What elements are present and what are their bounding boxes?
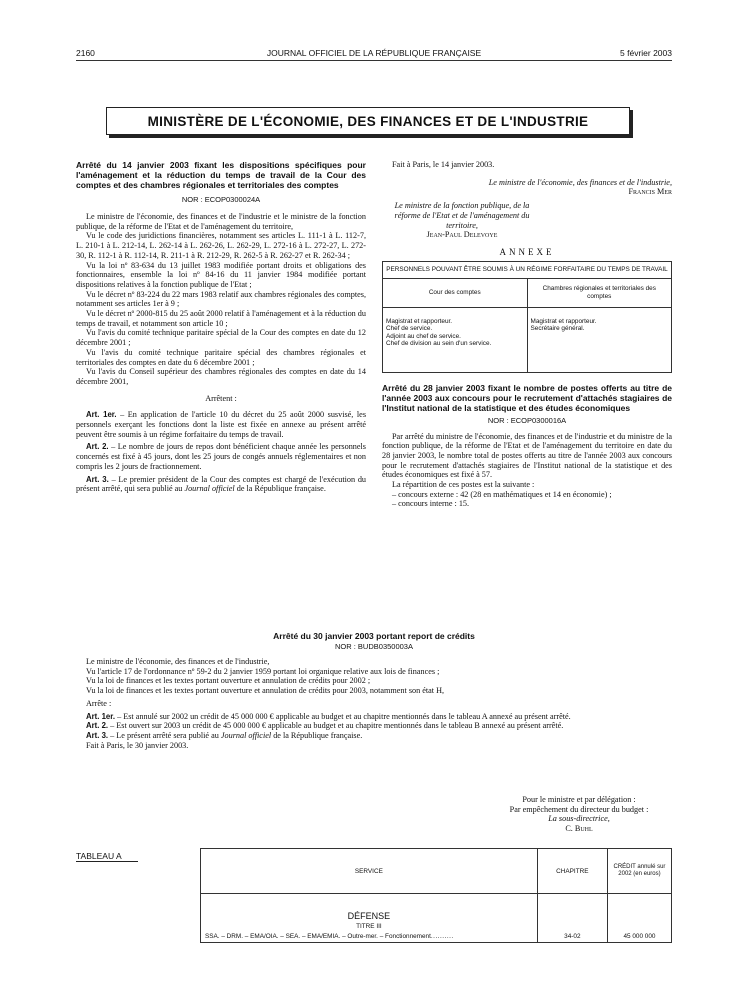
- visa-paragraph: Vu le code des juridictions financières, notamment ses articles L. 111-1 à L. 112-7, L. 210-1 à L. 212-14, L. 262-14 à L. 262-26, L. 262-29, L. 272-16 à L. 272-27, L. 272-30, R. 112-1 à R. 112-14, R. 211-1 à R. 212-29, R. 262-5 à R. 262-27 et R. 262-34 ;: [76, 231, 366, 260]
- col-chapitre: CHAPITRE: [537, 849, 607, 894]
- arrete1-title: Arrêté du 14 janvier 2003 fixant les dispositions spécifiques pour l'aménagement et la réduction du temps de travail de la Cour des comptes et des chambres régionales et territoriales des comptes: [76, 160, 366, 190]
- titre: TITRE III: [356, 923, 382, 930]
- paragraph: La répartition de ces postes est la suivante :: [392, 480, 535, 490]
- ministry-banner: [106, 107, 630, 135]
- tableau-a-label: TABLEAU A: [76, 851, 138, 862]
- arrete: Arrête :: [86, 698, 112, 708]
- article: [76, 731, 672, 741]
- issue-date: 5 février 2003: [620, 48, 672, 58]
- article-text: – Est annulé sur 2002 un crédit de 45 000 000 € applicable au budget et au chapitre mentionnés dans le tableau A annexé au présent arrêté.: [117, 711, 571, 721]
- right-column: [382, 160, 672, 509]
- visa-paragraph: Vu l'article 17 de l'ordonnance nº 59-2 du 2 janvier 1959 portant loi organique relative aux lois de finances ;: [86, 666, 440, 676]
- list-item: Magistrat et rapporteur.: [530, 317, 597, 325]
- annexe-title: ANNEXE: [499, 246, 555, 257]
- arrete3-signature: [486, 795, 672, 834]
- col-credit: CRÉDIT annulé sur 2002 (en euros): [607, 849, 671, 894]
- arrete3-body: [76, 657, 672, 750]
- signature-line: Par empêchement du directeur du budget :: [509, 804, 649, 814]
- journal-name: Journal officiel: [184, 484, 235, 494]
- article: [76, 721, 672, 731]
- article-number: Art. 3.: [86, 730, 109, 740]
- tableau-a: [200, 848, 672, 943]
- article-text: – Le premier président de la Cour des comptes est chargé de l'exécution du présent arrêté, qui sera publié au: [76, 474, 367, 494]
- list-item: Magistrat et rapporteur.: [386, 317, 453, 325]
- visa-paragraph: Le ministre de l'économie, des finances et de l'industrie,: [86, 657, 270, 666]
- visa-paragraph: Le ministre de l'économie, des finances et de l'industrie et le ministre de la fonction publique, de la réforme de l'Etat et de l'aménagement du territoire,: [76, 212, 366, 231]
- article-text: – Est ouvert sur 2003 un crédit de 45 000 000 € applicable au budget et au chapitre mentionnés dans le tableau B annexé au présent arrêté.: [110, 721, 564, 731]
- article-number: Art. 1er.: [86, 410, 117, 420]
- arrete3-title: Arrêté du 30 janvier 2003 portant report de crédits: [273, 631, 475, 641]
- article-number: Art. 2.: [86, 442, 109, 452]
- chapitre-cell: 34-02: [537, 894, 607, 943]
- annexe-table: [382, 261, 672, 373]
- signatory-title: Le ministre de l'économie, des finances et de l'industrie,: [488, 177, 672, 187]
- annexe-list-chambres: [527, 307, 672, 372]
- service-cell: [201, 894, 538, 943]
- list-item: Chef de service.: [386, 325, 433, 333]
- page-number: 2160: [76, 48, 95, 58]
- article-text: – Le nombre de jours de repos dont bénéficient chaque année les personnels concernés est fixé à 45 jours, dont les 25 jours de congés annuels réglementaires et non compris les 2 jours de fractionnement.: [76, 442, 366, 471]
- article-text: – En application de l'article 10 du décret du 25 août 2000 susvisé, les personnels exerçant les fonctions dont la liste est fixée en annexe au présent arrêté peuvent être soumis à un régime forfaitaire du temps de travail.: [76, 410, 367, 439]
- list-item: – concours interne : 15.: [392, 499, 470, 509]
- header-rule: [76, 60, 672, 61]
- signatory-name: Francis Mer: [628, 187, 672, 197]
- article: [76, 712, 672, 722]
- list-item: Adjoint au chef de service.: [386, 332, 461, 340]
- signatory-name: Jean-Paul Delevoye: [426, 230, 498, 240]
- article-text-tail: de la République française.: [271, 730, 363, 740]
- annexe-list-cour: [383, 307, 528, 372]
- left-column: [76, 160, 366, 494]
- arrete1-visas: [76, 212, 366, 494]
- arrete3-nor: NOR : BUDB0350003A: [335, 642, 413, 651]
- visa-paragraph: Vu l'avis du comité technique paritaire spécial de la Cour des comptes en date du 12 décembre 2001 ;: [76, 328, 366, 348]
- arrete2-title: Arrêté du 28 janvier 2003 fixant le nombre de postes offerts au titre de l'année 2003 aux concours pour le recrutement d'attachés stagiaires de l'Institut national de la statistique et des études économiques: [382, 382, 672, 413]
- annexe-header: PERSONNELS POUVANT ÊTRE SOUMIS À UN RÉGIME FORFAITAIRE DU TEMPS DE TRAVAIL: [383, 261, 672, 278]
- article: [76, 410, 366, 439]
- journal-name: Journal officiel: [220, 730, 272, 740]
- amount-cell: 45 000 000: [607, 894, 671, 943]
- arrete1-signatures: [382, 160, 672, 240]
- journal-title: JOURNAL OFFICIEL DE LA RÉPUBLIQUE FRANÇAISE: [266, 48, 482, 58]
- list-item: – concours externe : 42 (28 en mathématiques et 14 en économie) ;: [392, 489, 612, 499]
- list-item: Secrétaire général.: [530, 325, 585, 333]
- article-text: – Le présent arrêté sera publié au: [110, 730, 221, 740]
- article: [76, 442, 366, 471]
- arrete1-nor: NOR : ECOP0300024A: [181, 195, 261, 204]
- visa-paragraph: Vu la loi de finances et les textes portant ouverture et annulation de crédits pour 2003, notamment son état H,: [86, 686, 445, 696]
- signatory-name: C. Buhl: [565, 824, 593, 834]
- page-header: [76, 48, 672, 60]
- signatory-title: Le ministre de la fonction publique, de la réforme de l'Etat et de l'aménagement du territoire,: [394, 201, 530, 230]
- article-number: Art. 1er.: [86, 711, 116, 721]
- article-text-tail: de la République française.: [234, 484, 326, 494]
- ministry-title: MINISTÈRE DE L'ÉCONOMIE, DES FINANCES ET DE L'INDUSTRIE: [147, 113, 589, 129]
- col-service: SERVICE: [201, 849, 538, 894]
- arretent: Arrêtent :: [205, 393, 237, 403]
- signatory-title: La sous-directrice,: [548, 814, 610, 824]
- visa-paragraph: Vu l'avis du Conseil supérieur des chambres régionales des comptes en date du 14 décembre 2001,: [76, 367, 366, 386]
- visa-paragraph: Vu la loi nº 83-634 du 13 juillet 1983 modifiée portant droits et obligations des fonctionnaires, ensemble la loi nº 84-16 du 11 janvier 1984 modifiée portant dispositions relatives à la fonction publique de l'Etat ;: [76, 260, 366, 289]
- paragraph: Par arrêté du ministre de l'économie, des finances et de l'industrie et du ministre de la fonction publique, de la réforme de l'Etat et de l'aménagement du territoire en date du 28 janvier 2003, le nombre total de postes offerts au titre de l'année 2003 aux concours pour le recrutement d'attachés stagiaires de l'Institut national de la statistique et des études économiques est fixé à 57.: [382, 431, 672, 480]
- article-number: Art. 2.: [86, 721, 109, 731]
- visa-paragraph: Vu la loi de finances et les textes portant ouverture et annulation de crédits pour 2002 ;: [86, 676, 371, 686]
- signature-line: Pour le ministre et par délégation :: [522, 795, 636, 804]
- visa-paragraph: Vu l'avis du comité technique paritaire spécial des chambres régionales et territoriales des comptes en date du 6 décembre 2001 ;: [76, 347, 366, 367]
- arrete2-nor: NOR : ECOP0300016A: [487, 415, 567, 425]
- annexe-col-chambres: Chambres régionales et territoriales des comptes: [527, 278, 672, 307]
- visa-paragraph: Vu le décret nº 2000-815 du 25 août 2000 relatif à l'aménagement et à la réduction du temps de travail, et notamment son article 10 ;: [76, 309, 366, 328]
- visa-paragraph: Vu le décret nº 83-224 du 22 mars 1983 relatif aux chambres régionales des comptes, notamment ses articles 1er à 9 ;: [76, 289, 366, 309]
- annexe-col-cour: Cour des comptes: [383, 278, 528, 307]
- table-row-label: SSA. – DRM. – EMA/OIA. – SEA. – EMA/EMIA. – Outre-mer. – Fonctionnement..........: [205, 933, 454, 940]
- section-defense: DÉFENSE: [347, 911, 391, 921]
- list-item: Chef de division au sein d'un service.: [386, 340, 492, 348]
- article-number: Art. 3.: [86, 474, 109, 484]
- arrete2-body: [382, 432, 672, 510]
- article: [76, 475, 366, 494]
- arrete3-section: [76, 631, 672, 834]
- fait-a-paris: Fait à Paris, le 14 janvier 2003.: [392, 160, 495, 169]
- fait-a-paris: Fait à Paris, le 30 janvier 2003.: [86, 740, 189, 750]
